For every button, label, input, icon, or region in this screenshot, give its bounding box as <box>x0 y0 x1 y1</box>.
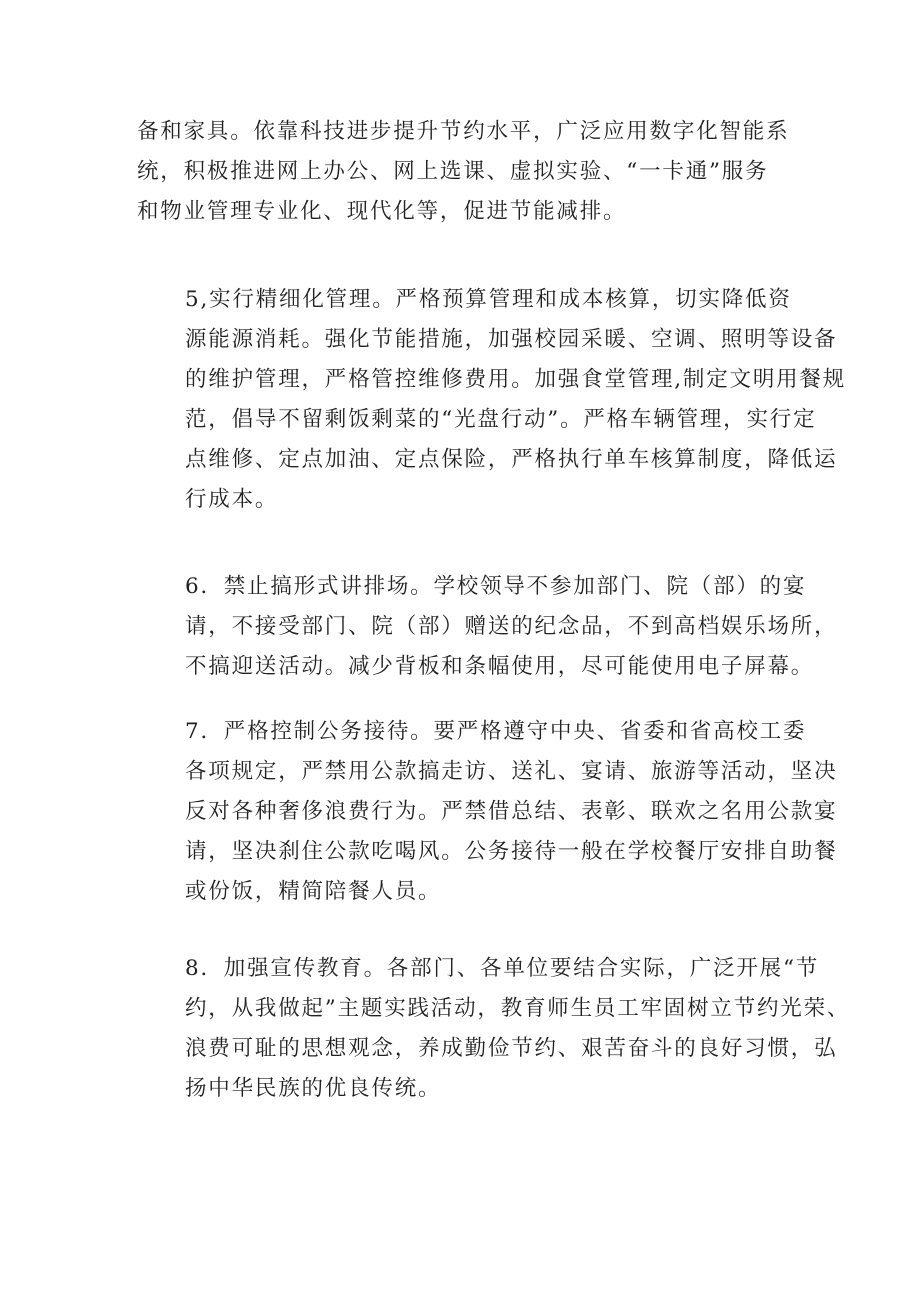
text-line: 浪费可耻的思想观念，养成勤俭节约、艰苦奋斗的良好习惯，弘 <box>185 1036 838 1061</box>
text-line: 备和家具。依靠科技进步提升节约水平，广泛应用数字化智能系 <box>137 119 790 144</box>
text-line: 6．禁止搞形式讲排场。学校领导不参加部门、院（部）的宴 <box>185 574 807 599</box>
paragraph-energy-saving-continued <box>137 112 797 232</box>
text-line: 范，倡导不留剩饭剩菜的“光盘行动”。严格车辆管理，实行定 <box>185 407 817 432</box>
paragraph-item-6 <box>137 567 838 687</box>
text-line: 不搞迎送活动。减少背板和条幅使用，尽可能使用电子屏幕。 <box>185 654 815 679</box>
text-line: 或份饭，精简陪餐人员。 <box>185 879 442 904</box>
text-line: 统，积极推进网上办公、网上选课、虚拟实验、“一卡通”服务 <box>137 159 769 184</box>
paragraph-item-7 <box>137 712 838 912</box>
text-line: 点维修、定点加油、定点保险，严格执行单车核算制度，降低运 <box>185 447 838 472</box>
text-line: 5,实行精细化管理。严格预算管理和成本核算，切实降低资 <box>185 287 792 312</box>
text-line: 8．加强宣传教育。各部门、各单位要结合实际，广泛开展“节 <box>185 956 820 981</box>
text-line: 请，坚决刹住公款吃喝风。公务接待一般在学校餐厅安排自助餐 <box>185 839 838 864</box>
text-line: 行成本。 <box>185 487 279 512</box>
text-line: 扬中华民族的优良传统。 <box>185 1076 442 1101</box>
text-line: 源能源消耗。强化节能措施，加强校园采暖、空调、照明等设备 <box>185 327 838 352</box>
text-line: 约，从我做起”主题实践活动，教育师生员工牢固树立节约光荣、 <box>185 996 851 1021</box>
text-line: 和物业管理专业化、现代化等，促进节能减排。 <box>137 199 627 224</box>
text-line: 反对各种奢侈浪费行为。严禁借总结、表彰、联欢之名用公款宴 <box>185 799 838 824</box>
paragraph-item-8 <box>137 949 851 1109</box>
paragraph-item-5 <box>137 280 847 520</box>
text-line: 各项规定，严禁用公款搞走访、送礼、宴请、旅游等活动，坚决 <box>185 759 838 784</box>
text-line: 请，不接受部门、院（部）赠送的纪念品，不到高档娱乐场所， <box>185 614 838 639</box>
text-line: 7．严格控制公务接待。要严格遵守中央、省委和省高校工委 <box>185 719 807 744</box>
text-line: 的维护管理，严格管控维修费用。加强食堂管理,制定文明用餐规 <box>185 367 847 392</box>
